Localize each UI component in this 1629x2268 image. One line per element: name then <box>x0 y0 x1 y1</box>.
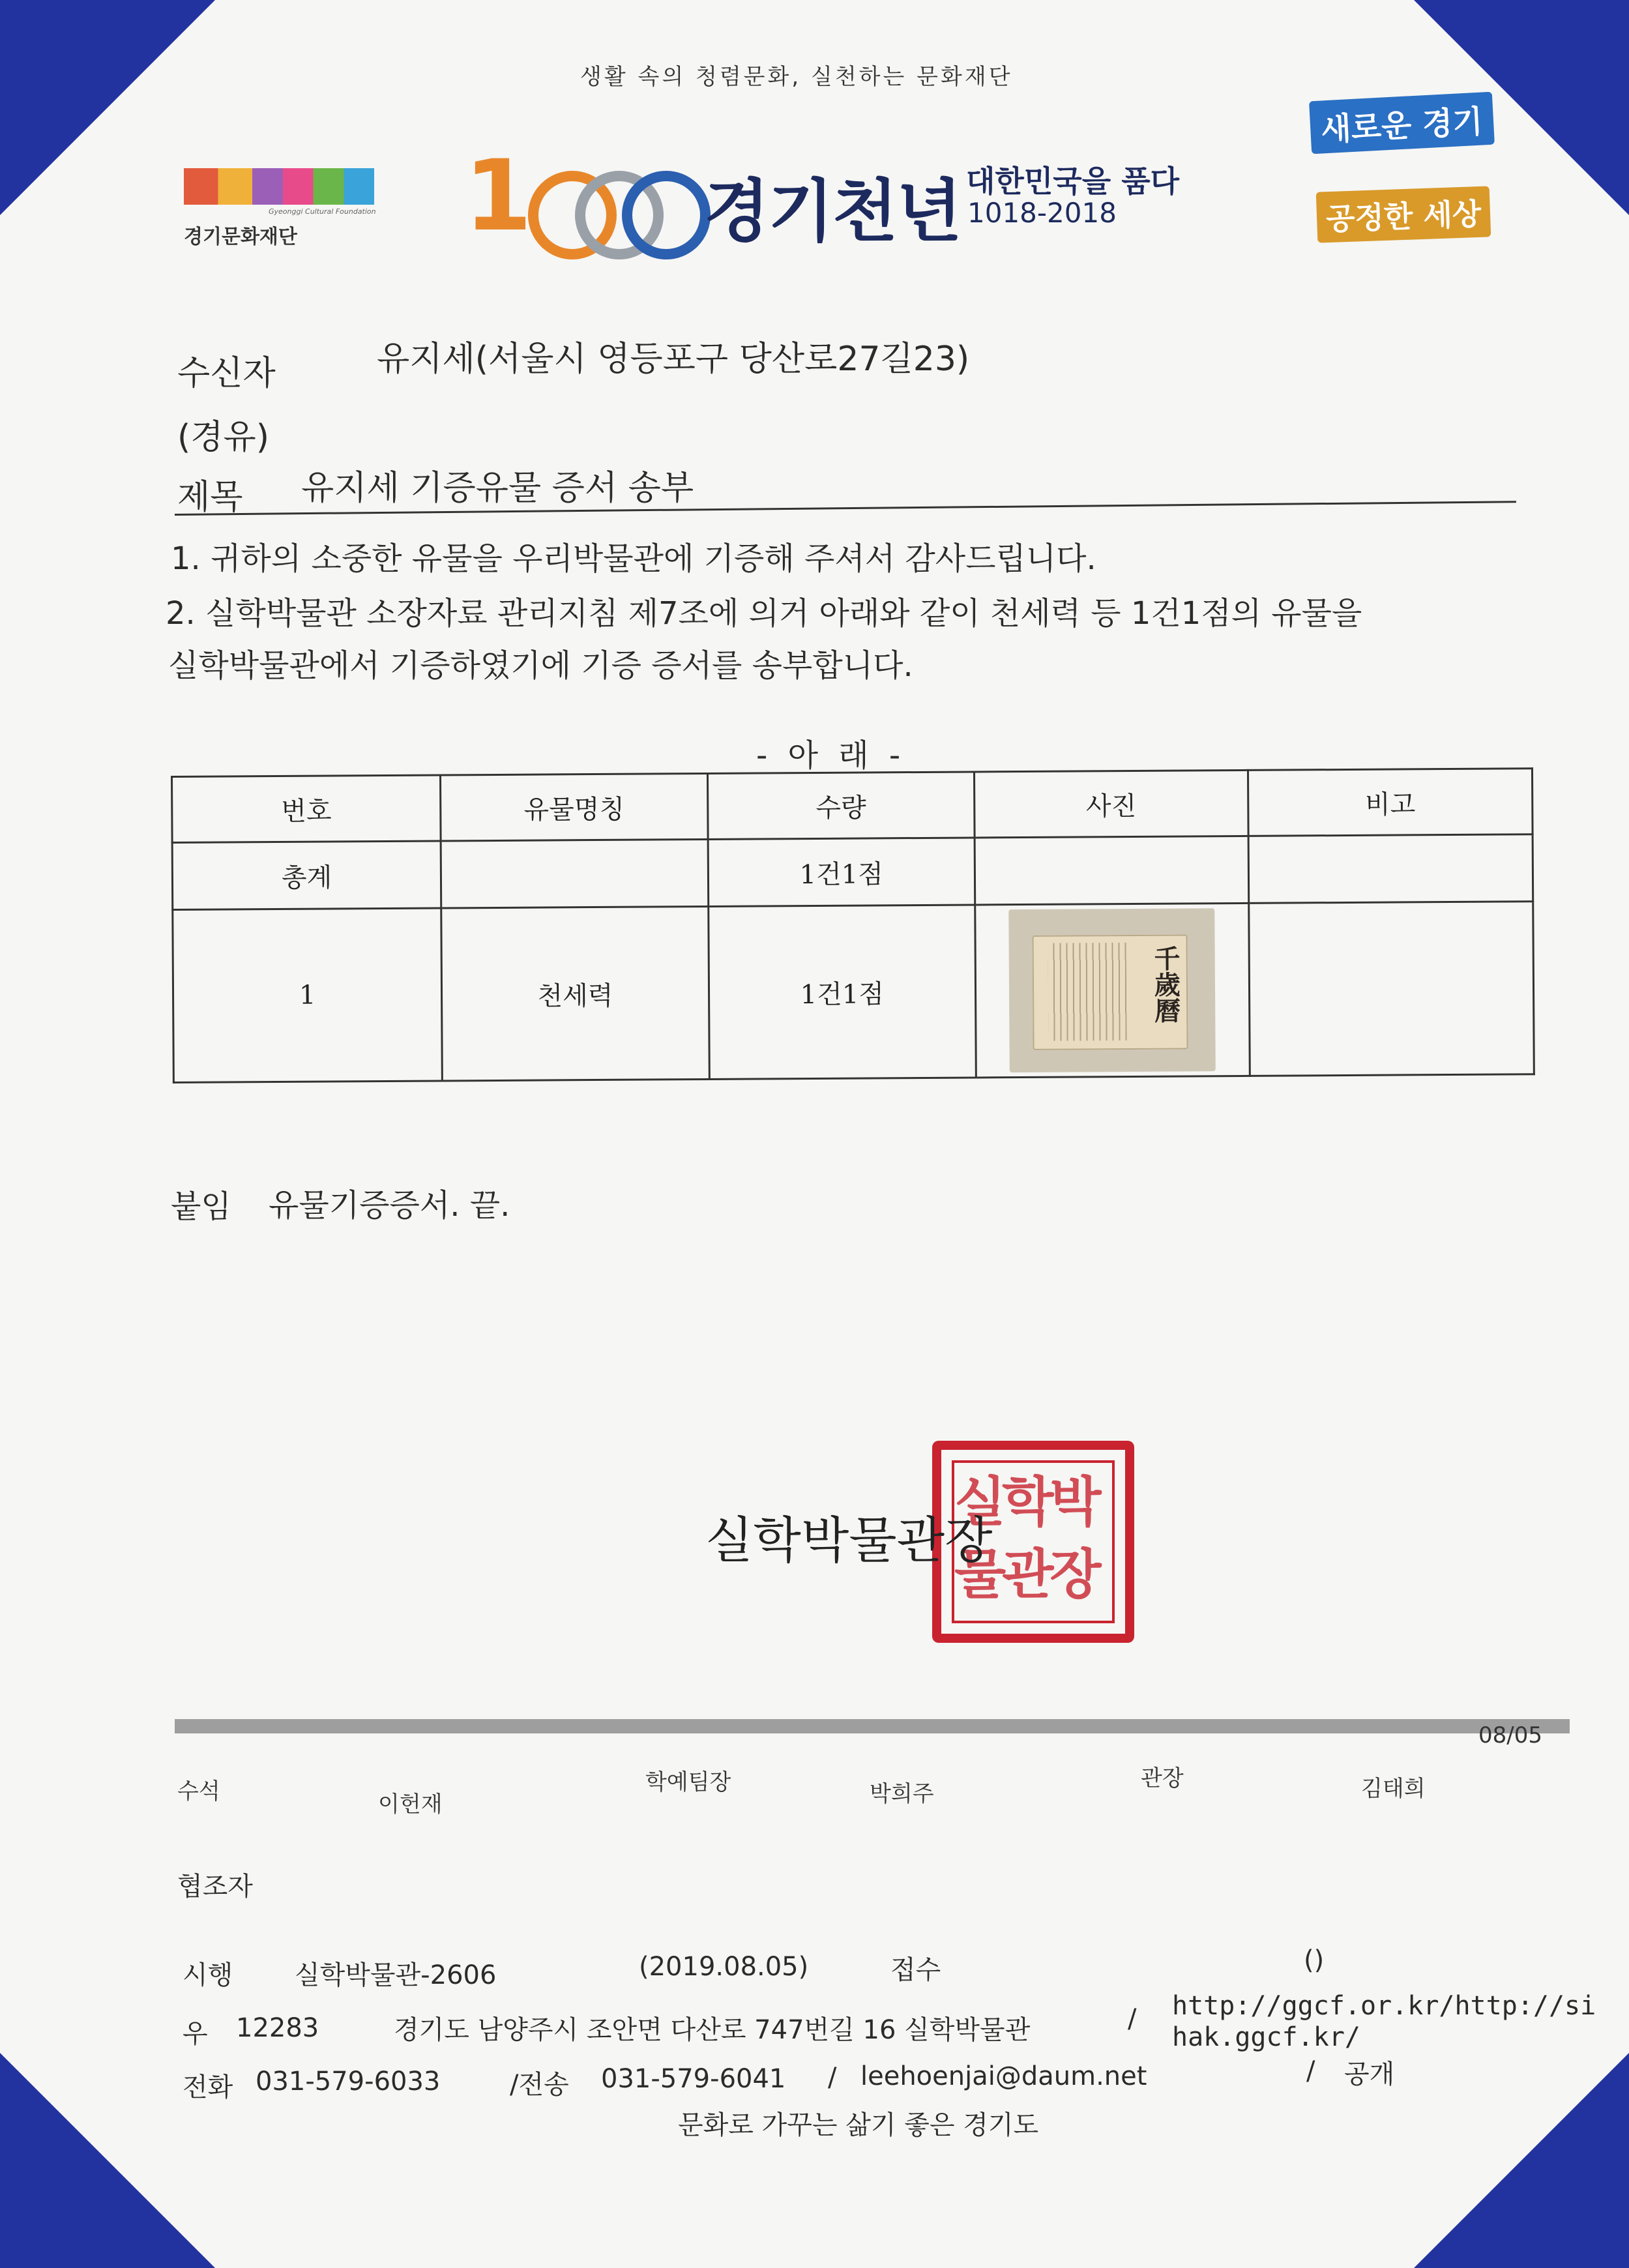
artifact-photo <box>1009 908 1216 1072</box>
approval-date-mark: 08/05 <box>1478 1722 1542 1748</box>
recipient-label: 수신자 <box>177 354 276 393</box>
badge-fair-world: 공정한 세상 <box>1316 186 1491 243</box>
foundation-logo-icon <box>184 168 374 205</box>
below-heading: - 아 래 - <box>756 737 906 774</box>
table-total-row <box>172 834 1533 910</box>
header-cell-remarks: 비고 <box>1248 769 1533 836</box>
receipt-label: 접수 <box>890 1955 941 1985</box>
attachment-value: 유물기증증서. 끝. <box>269 1187 510 1224</box>
total-remarks <box>1248 834 1533 904</box>
website-url-line-1[interactable]: http://ggcf.or.kr/http://si <box>1172 1991 1596 2021</box>
artifact-table <box>171 767 1535 1083</box>
postal-label: 우 <box>183 2019 208 2049</box>
header-cell-name: 유물명칭 <box>441 773 708 840</box>
phone-label: 전화 <box>183 2072 233 2102</box>
issuer-signature: 실학박물관장 <box>705 1511 993 1569</box>
paragraph-1: 1. 귀하의 소중한 유물을 우리박물관에 기증해 주셔서 감사드립니다. <box>171 540 1096 577</box>
approval-divider <box>175 1719 1570 1733</box>
badge-new-gyeonggi: 새로운 경기 <box>1309 92 1494 155</box>
millennium-subtitle: 대한민국을 품다 <box>966 164 1180 199</box>
row-remarks <box>1248 902 1534 1076</box>
header-cell-quantity: 수량 <box>707 772 975 839</box>
approval-role-2: 학예팀장 <box>645 1769 731 1795</box>
total-photo <box>975 836 1248 905</box>
foundation-logo <box>184 168 374 246</box>
subject-value: 유지세 기증유물 증서 송부 <box>301 469 694 508</box>
website-url-line-2[interactable]: hak.ggcf.kr/ <box>1172 2022 1360 2052</box>
foundation-logo-name: 경기문화재단 <box>184 226 297 248</box>
millennium-logo <box>464 140 1214 261</box>
approval-name-3: 김태희 <box>1361 1776 1426 1802</box>
email-separator: / <box>828 2063 837 2093</box>
approval-name-2: 박희주 <box>870 1781 934 1807</box>
issue-number: 실학박물관-2606 <box>295 1960 497 1990</box>
paragraph-2-line-2: 실학박물관에서 기증하였기에 기증 증서를 송부합니다. <box>168 647 913 684</box>
recipient-value: 유지세(서울시 영등포구 당산로27길23) <box>377 340 970 379</box>
postal-code: 12283 <box>236 2013 319 2043</box>
seal-text: 실학박물관장 <box>954 1471 1098 1606</box>
row-photo-cell <box>975 903 1250 1078</box>
header-cell-number: 번호 <box>172 775 441 843</box>
approval-role-3: 관장 <box>1141 1765 1184 1791</box>
total-label: 총계 <box>172 841 441 910</box>
foundation-logo-english: Gyeonggi Cultural Foundation <box>269 207 376 216</box>
approval-role-1: 수석 <box>177 1778 220 1804</box>
corner-folder-bottom-right <box>1414 2053 1629 2268</box>
fax-label: /전송 <box>510 2070 569 2100</box>
issue-label: 시행 <box>183 1960 233 1990</box>
millennium-years: 1018-2018 <box>967 197 1117 229</box>
paragraph-2-line-1: 2. 실학박물관 소장자료 관리지침 제7조에 의거 아래와 같이 천세력 등 1건1점의 유물을 <box>166 595 1362 632</box>
issue-date: (2019.08.05) <box>639 1952 809 1982</box>
millennium-title: 경기천년 <box>704 171 961 251</box>
corner-folder-top-left <box>0 0 215 215</box>
header-cell-photo: 사진 <box>974 770 1248 838</box>
public-label: 공개 <box>1344 2059 1395 2089</box>
table-header-row <box>172 769 1533 843</box>
approval-name-1: 이헌재 <box>378 1791 443 1818</box>
row-artifact-name: 천세력 <box>441 906 709 1080</box>
cooperator-label: 협조자 <box>177 1872 253 1902</box>
phone-number: 031-579-6033 <box>256 2067 441 2097</box>
millennium-digit-one: 1 <box>464 140 533 253</box>
public-separator: / <box>1306 2056 1315 2086</box>
millennium-ring-blue-icon <box>622 171 711 259</box>
address-separator: / <box>1128 2004 1137 2034</box>
total-quantity: 1건1점 <box>708 838 975 906</box>
email-address[interactable]: leehoenjai@daum.net <box>860 2061 1147 2091</box>
book-text-columns <box>1048 943 1127 1041</box>
row-quantity: 1건1점 <box>708 905 976 1079</box>
table-row <box>173 902 1534 1083</box>
receipt-value: () <box>1304 1945 1325 1975</box>
footer-motto: 문화로 가꾸는 삶기 좋은 경기도 <box>678 2110 1039 2140</box>
attachment-label: 붙임 <box>171 1188 231 1225</box>
book-title-label: 千歲曆 <box>1149 945 1181 1024</box>
via-label: (경유) <box>177 418 270 457</box>
address: 경기도 남양주시 조안면 다산로 747번길 16 실학박물관 <box>394 2015 1031 2045</box>
row-number: 1 <box>173 908 443 1083</box>
total-name <box>441 839 708 907</box>
subject-label: 제목 <box>177 478 243 517</box>
fax-number: 031-579-6041 <box>601 2064 786 2094</box>
header-slogan: 생활 속의 청렴문화, 실천하는 문화재단 <box>580 64 1013 90</box>
